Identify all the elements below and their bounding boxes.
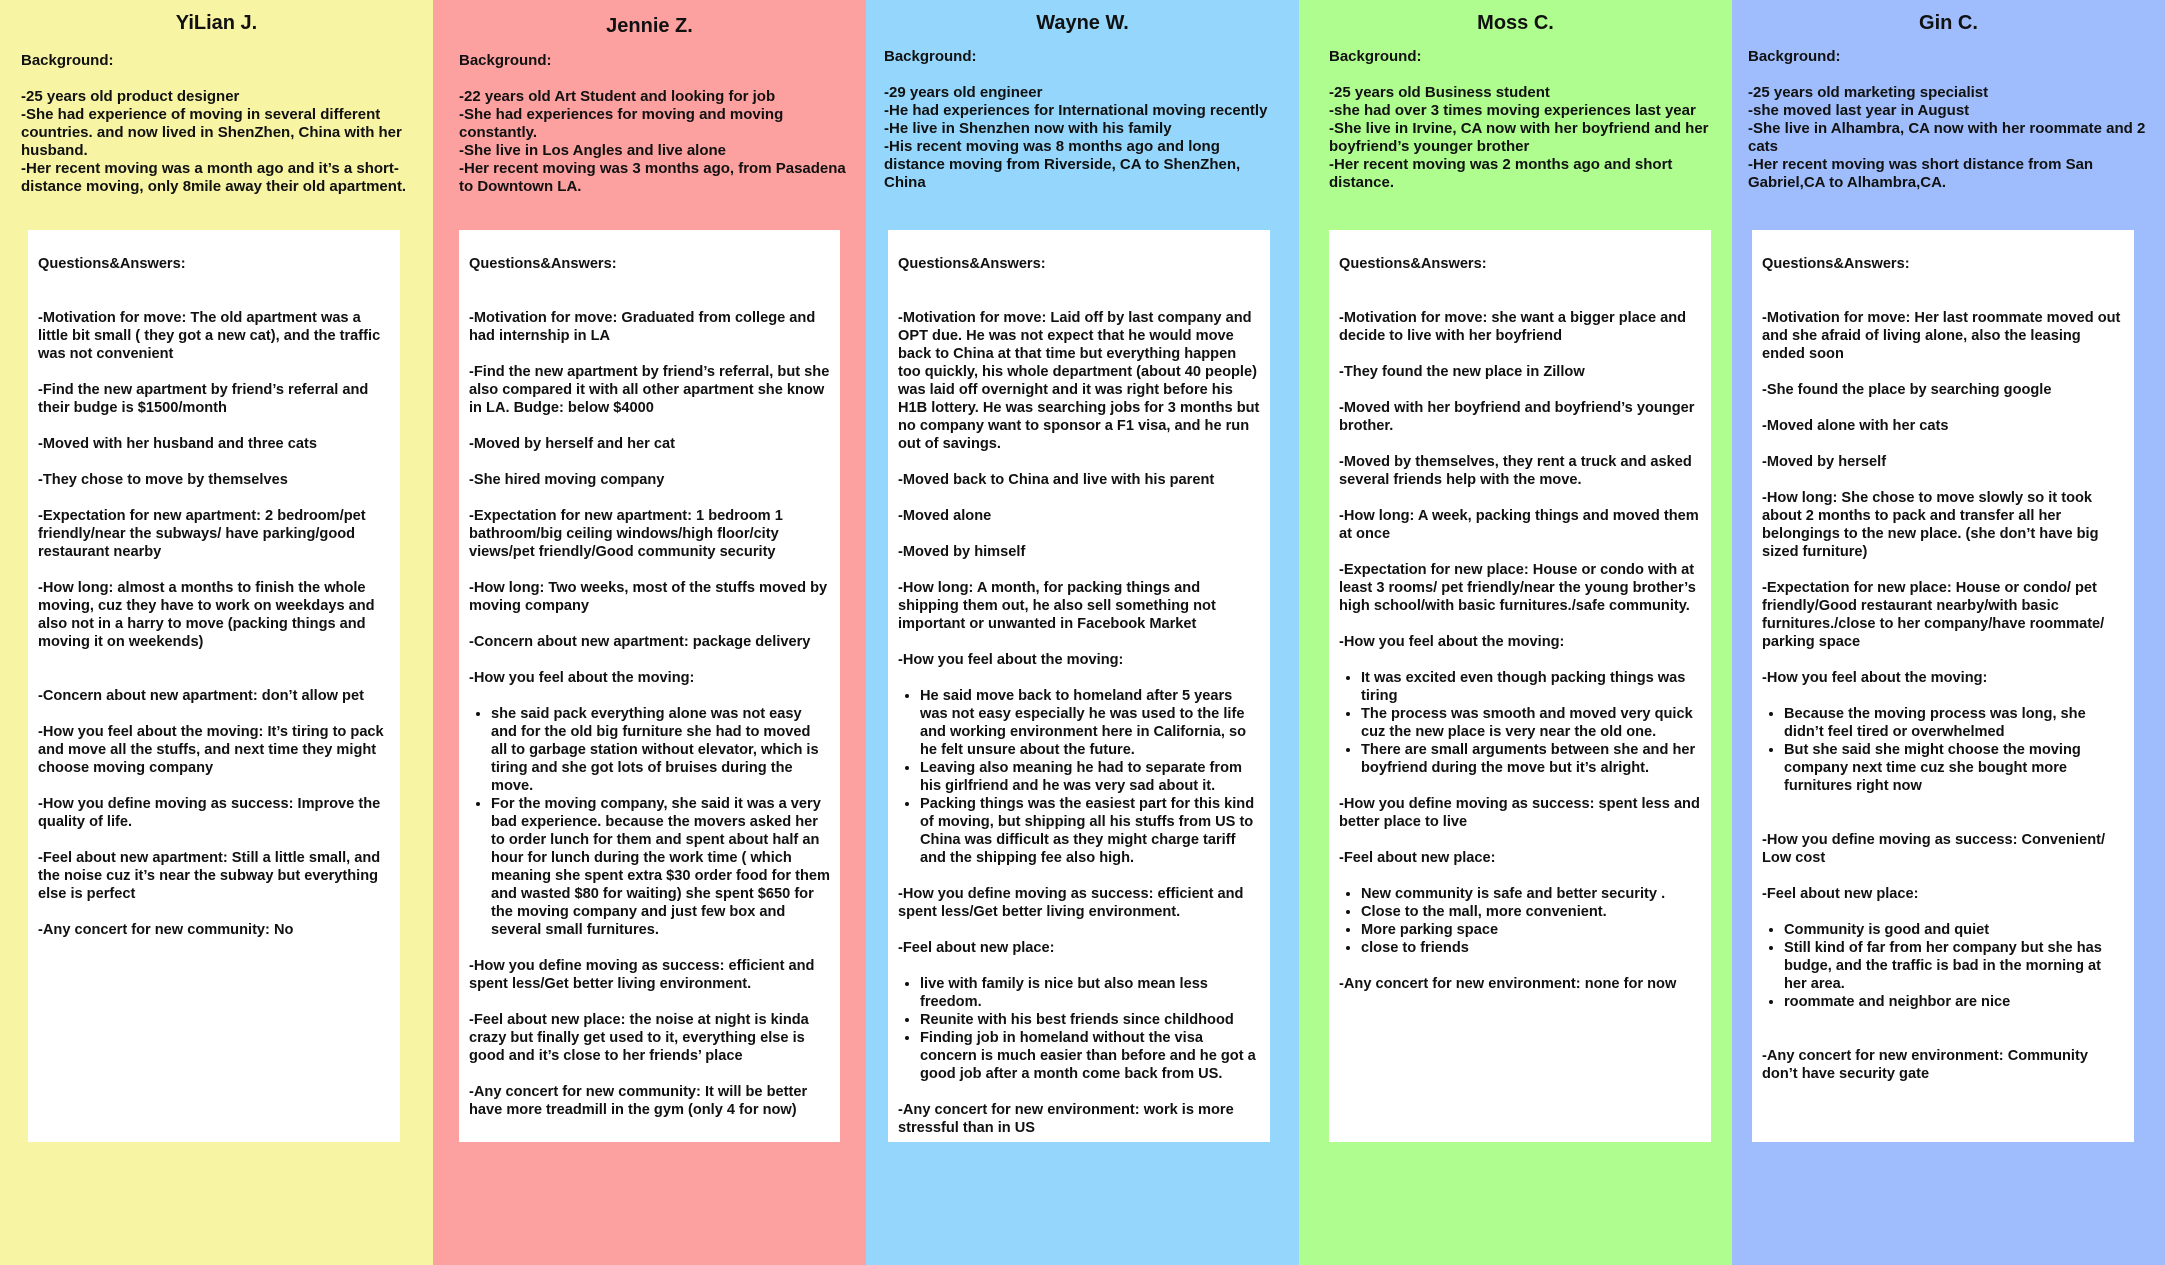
background-line: -29 years old engineer (884, 84, 1043, 101)
persona-name: Wayne W. (1036, 12, 1129, 34)
background-line: -She live in Los Angles and live alone (459, 142, 727, 159)
bullet-item: • The process was smooth and moved very quick cuz the new place is very near the old one. (1361, 705, 1701, 741)
background-line: -She had experience of moving in several different countries. and now lived in ShenZhen, China with her husband. (21, 106, 402, 159)
qa-title: Questions&Answers: (469, 256, 617, 272)
qa-item: -Moved by themselves, they rent a truck and asked several friends help with the move. (1339, 454, 1692, 488)
persona-column-moss (1299, 0, 1732, 1265)
qa-item: -They chose to move by themselves (38, 472, 288, 488)
background-label: Background: (459, 52, 552, 69)
qa-item: -Feel about new place: the noise at night is kinda crazy but finally get used to it, everything else is good and it’s close to her friends’ place (469, 1012, 809, 1064)
bullet-item: • More parking space (1361, 921, 1701, 939)
background-label: Background: (1329, 48, 1422, 65)
bullet-list (1762, 921, 2124, 1011)
background-line: -25 years old Business student (1329, 84, 1550, 101)
qa-item: -How you define moving as success: Improve the quality of life. (38, 796, 381, 830)
qa-item: -How long: A month, for packing things and shipping them out, he also sell something not important or unwanted in Facebook Market (898, 580, 1216, 632)
persona-name: Moss C. (1477, 12, 1554, 34)
bullet-item: • He said move back to homeland after 5 years was not easy especially he was used to the life and working environment here in California, so he felt unsure about the future. (920, 687, 1260, 759)
persona-column-wayne (866, 0, 1299, 1265)
qa-title: Questions&Answers: (1762, 256, 1910, 272)
background-line: -Her recent moving was 3 months ago, from Pasadena to Downtown LA. (459, 160, 846, 195)
qa-item: -Moved by himself (898, 544, 1026, 560)
qa-item: -How you define moving as success: efficient and spent less/Get better living environment. (898, 886, 1244, 920)
qa-item: -Any concert for new community: It will be better have more treadmill in the gym (only 4 for now) (469, 1084, 808, 1118)
background-line: -He had experiences for International moving recently (884, 102, 1268, 119)
bullet-item: • Leaving also meaning he had to separate from his girlfriend and he was very sad about it. (920, 759, 1260, 795)
persona-column-gin (1732, 0, 2165, 1265)
background-label: Background: (884, 48, 977, 65)
background-line: -25 years old marketing specialist (1748, 84, 1989, 101)
qa-item: -Moved back to China and live with his parent (898, 472, 1215, 488)
qa-item: -She hired moving company (469, 472, 665, 488)
qa-item: -How you feel about the moving: (898, 652, 1124, 668)
qa-card (1752, 230, 2134, 1142)
background-line: -22 years old Art Student and looking for job (459, 88, 776, 105)
bullet-item: • roommate and neighbor are nice (1784, 993, 2124, 1011)
qa-item: -Moved with her boyfriend and boyfriend’s younger brother. (1339, 400, 1695, 434)
background-line: -His recent moving was 8 months ago and long distance moving from Riverside, CA to ShenZhen, China (884, 138, 1241, 191)
background-section (884, 48, 1284, 192)
qa-item: -How you feel about the moving: (1339, 634, 1565, 650)
qa-item: -Any concert for new environment: work is more stressful than in US (898, 1102, 1234, 1136)
qa-item: -Motivation for move: she want a bigger place and decide to live with her boyfriend (1339, 310, 1687, 344)
qa-item: -Feel about new apartment: Still a little small, and the noise cuz it’s near the subway but everything else is perfect (38, 850, 381, 902)
qa-card (28, 230, 400, 1142)
qa-title: Questions&Answers: (1339, 256, 1487, 272)
bullet-item: • Reunite with his best friends since childhood (920, 1011, 1260, 1029)
persona-column-jennie (433, 0, 866, 1265)
qa-item: -Moved with her husband and three cats (38, 436, 317, 452)
bullet-item: • close to friends (1361, 939, 1701, 957)
qa-item: -Moved by herself (1762, 454, 1887, 470)
qa-item: -Concern about new apartment: package delivery (469, 634, 811, 650)
qa-item: -Feel about new place: (1762, 886, 1919, 902)
qa-item: -How you feel about the moving: (469, 670, 695, 686)
background-section (1329, 48, 1719, 192)
background-line: -she had over 3 times moving experiences last year (1329, 102, 1696, 119)
qa-item: -How you define moving as success: Convenient/ Low cost (1762, 832, 2106, 866)
qa-item: -How you define moving as success: efficient and spent less/Get better living environment. (469, 958, 815, 992)
qa-item: -How long: She chose to move slowly so it took about 2 months to pack and transfer all her belongings to the new place. (she don’t have big sized furniture) (1762, 490, 2099, 560)
qa-item: -They found the new place in Zillow (1339, 364, 1585, 380)
qa-item: -Motivation for move: Laid off by last company and OPT due. He was not expect that he would move back to China at that time but everything happen too quickly, his whole department (about 40 people) was laid off overnight and it was right before his H1B lottery. He was searching jobs for 3 months but no company want to sponsor a F1 visa, and he run out of savings. (898, 310, 1260, 452)
background-line: -Her recent moving was a month ago and it’s a short-distance moving, only 8mile away their old apartment. (21, 160, 407, 195)
qa-item: -Moved alone with her cats (1762, 418, 1949, 434)
qa-item: -Motivation for move: Her last roommate moved out and she afraid of living alone, also the leasing ended soon (1762, 310, 2121, 362)
bullet-item: • live with family is nice but also mean less freedom. (920, 975, 1260, 1011)
persona-name: Jennie Z. (606, 15, 693, 37)
qa-item: -Find the new apartment by friend’s referral, but she also compared it with all other apartment she know in LA. Budge: below $4000 (469, 364, 830, 416)
background-line: -She live in Alhambra, CA now with her roommate and 2 cats (1748, 120, 2146, 155)
qa-item: -She found the place by searching google (1762, 382, 2052, 398)
background-label: Background: (21, 52, 114, 69)
bullet-item: • It was excited even though packing things was tiring (1361, 669, 1701, 705)
qa-item: -Expectation for new apartment: 2 bedroom/pet friendly/near the subways/ have parking/good restaurant nearby (38, 508, 366, 560)
background-line: -25 years old product designer (21, 88, 240, 105)
persona-name: Gin C. (1919, 12, 1978, 34)
qa-item: -Motivation for move: The old apartment was a little bit small ( they got a new cat), and the traffic was not convenient (38, 310, 381, 362)
bullet-list (898, 975, 1260, 1083)
background-section (21, 52, 416, 196)
qa-item: -Feel about new place: (898, 940, 1055, 956)
qa-card (459, 230, 840, 1142)
bullet-item: • Community is good and quiet (1784, 921, 2124, 939)
background-line: -she moved last year in August (1748, 102, 1970, 119)
bullet-list (1762, 705, 2124, 795)
bullet-list (898, 687, 1260, 867)
background-line: -She live in Irvine, CA now with her boyfriend and her boyfriend’s younger brother (1329, 120, 1709, 155)
qa-item: -Any concert for new environment: none for now (1339, 976, 1677, 992)
bullet-item: • Still kind of far from her company but she has budge, and the traffic is bad in the morning at her area. (1784, 939, 2124, 993)
bullet-item: • New community is safe and better security . (1361, 885, 1701, 903)
qa-title: Questions&Answers: (898, 256, 1046, 272)
qa-item: -How you define moving as success: spent less and better place to live (1339, 796, 1700, 830)
bullet-list (469, 705, 830, 939)
persona-column-yilian (0, 0, 433, 1265)
qa-item: -Feel about new place: (1339, 850, 1496, 866)
bullet-list (1339, 885, 1701, 957)
qa-item: -Expectation for new place: House or condo/ pet friendly/Good restaurant nearby/with basic furnitures./close to her company/have roommate/ parking space (1762, 580, 2105, 650)
qa-item: -How long: A week, packing things and moved them at once (1339, 508, 1699, 542)
background-label: Background: (1748, 48, 1841, 65)
persona-name: YiLian J. (175, 12, 258, 34)
qa-item: -Find the new apartment by friend’s referral and their budge is $1500/month (38, 382, 369, 416)
background-line: -Her recent moving was short distance from San Gabriel,CA to Alhambra,CA. (1748, 156, 2094, 191)
qa-item: -Motivation for move: Graduated from college and had internship in LA (469, 310, 816, 344)
qa-item: -Expectation for new place: House or condo with at least 3 rooms/ pet friendly/near the young brother’s high school/with basic furnitures./safe community. (1339, 562, 1696, 614)
qa-item: -How long: Two weeks, most of the stuffs moved by moving company (469, 580, 828, 614)
qa-item: -How you feel about the moving: (1762, 670, 1988, 686)
bullet-item: • There are small arguments between she and her boyfriend during the move but it’s alright. (1361, 741, 1701, 777)
qa-item: -Moved by herself and her cat (469, 436, 675, 452)
qa-item: -Expectation for new apartment: 1 bedroom 1 bathroom/big ceiling windows/high floor/city views/pet friendly/Good community security (469, 508, 783, 560)
qa-title: Questions&Answers: (38, 256, 186, 272)
bullet-list (1339, 669, 1701, 777)
bullet-item: • she said pack everything alone was not easy and for the old big furniture she had to moved all to garbage station without elevator, which is tiring and she got lots of bruises during the move. (491, 705, 830, 795)
bullet-item: • Finding job in homeland without the visa concern is much easier than before and he got a good job after a month come back from US. (920, 1029, 1260, 1083)
bullet-item: • Packing things was the easiest part for this kind of moving, but shipping all his stuffs from US to China was difficult as they might charge tariff and the shipping fee also high. (920, 795, 1260, 867)
qa-item: -Concern about new apartment: don’t allow pet (38, 688, 364, 704)
qa-item: -Moved alone (898, 508, 992, 524)
background-line: -She had experiences for moving and moving constantly. (459, 106, 784, 141)
bullet-item: • Close to the mall, more convenient. (1361, 903, 1701, 921)
bullet-item: • For the moving company, she said it was a very bad experience. because the movers asked her to order lunch for them and spent about half an hour for lunch during the work time ( which meaning she spent extra $30 order food for them and wasted $80 for waiting) she spent $650 for the moving company and just few box and several small furnitures. (491, 795, 830, 939)
qa-item: -How you feel about the moving: It’s tiring to pack and move all the stuffs, and next time they might choose moving company (38, 724, 384, 776)
qa-card (888, 230, 1270, 1142)
background-line: -Her recent moving was 2 months ago and short distance. (1329, 156, 1673, 191)
background-section (1748, 48, 2153, 192)
qa-item: -Any concert for new community: No (38, 922, 294, 938)
qa-card (1329, 230, 1711, 1142)
background-line: -He live in Shenzhen now with his family (884, 120, 1172, 137)
background-section (459, 52, 849, 196)
qa-item: -How long: almost a months to finish the whole moving, cuz they have to work on weekdays and also not in a harry to move (packing things and moving it on weekends) (38, 580, 375, 650)
qa-item: -Any concert for new environment: Community don’t have security gate (1762, 1048, 2088, 1082)
bullet-item: • Because the moving process was long, she didn’t feel tired or overwhelmed (1784, 705, 2124, 741)
bullet-item: • But she said she might choose the moving company next time cuz she bought more furnitures right now (1784, 741, 2124, 795)
